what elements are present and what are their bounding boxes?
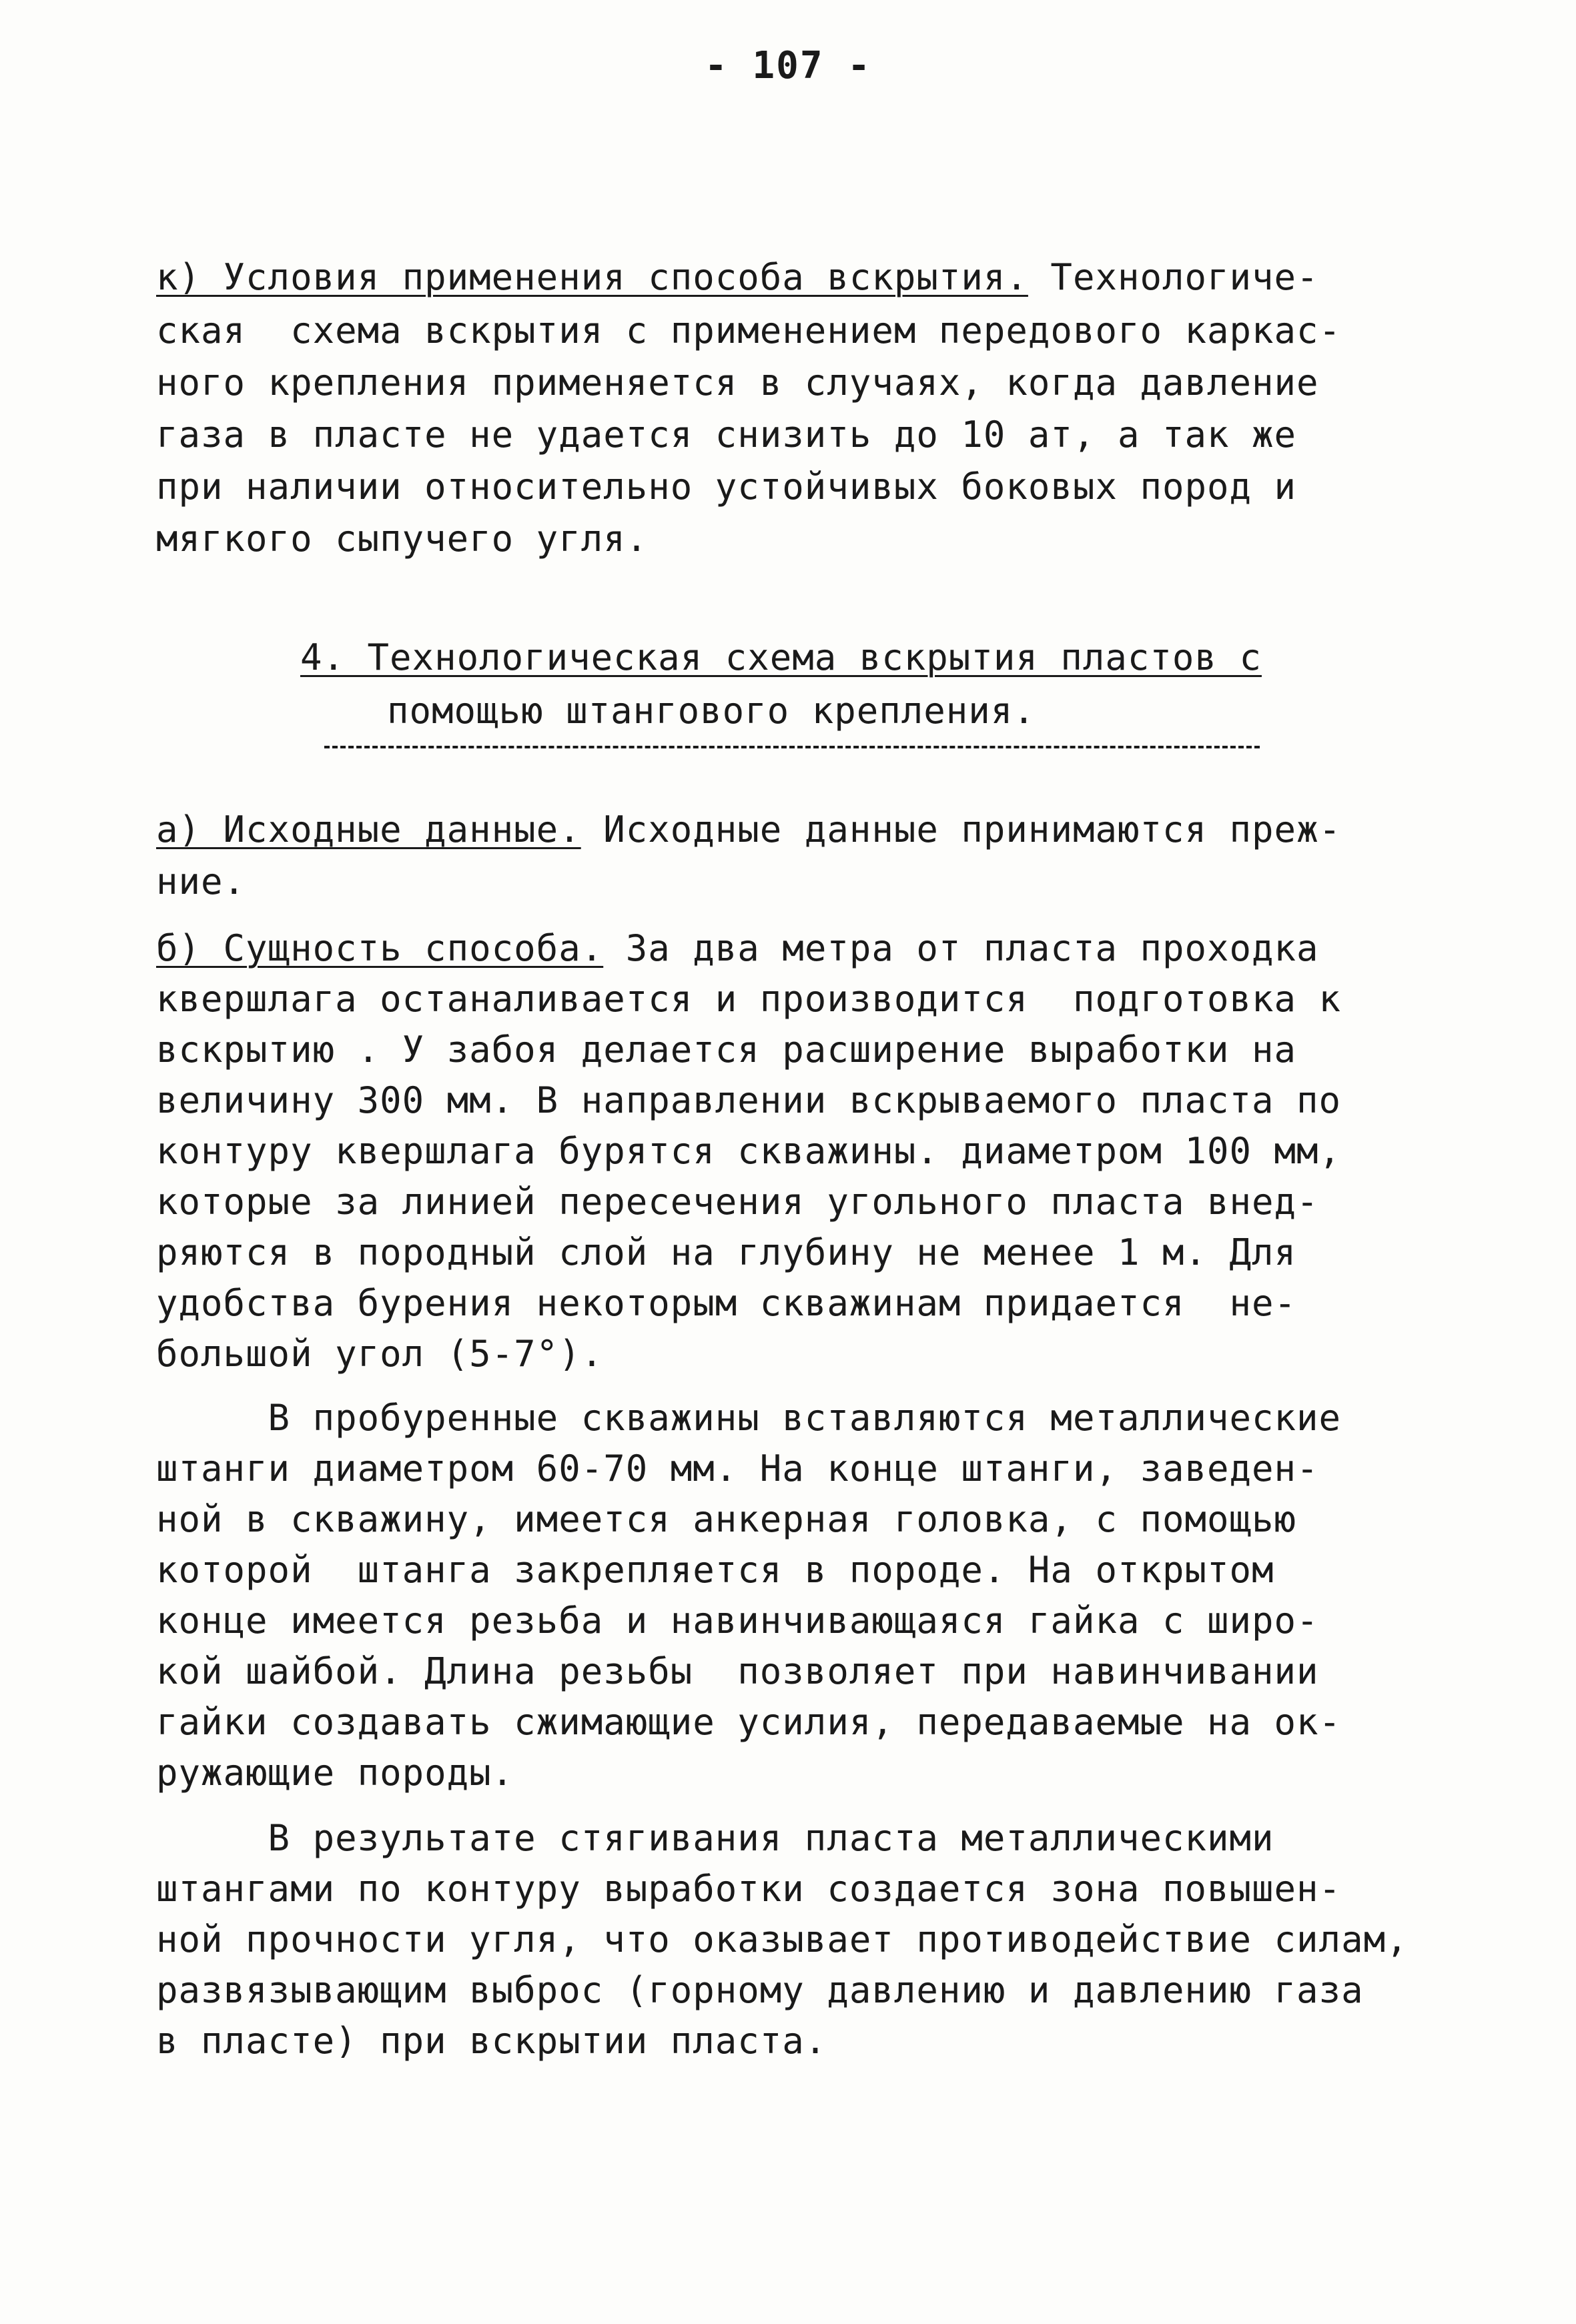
section-k-line-0: Технологиче-: [1028, 256, 1319, 298]
paragraph-3-line-2: ной прочности угля, что оказывает противодействие силам,: [156, 1918, 1409, 1960]
paragraph-3-line-4: в пласте) при вскрытии пласта.: [156, 2020, 827, 2062]
paragraph-3-line-3: развязывающим выброс (горному давлению и давлению газа: [156, 1969, 1364, 2011]
section-b-line-2: величину 300 мм. В направлении вскрываемого пласта по: [156, 1079, 1342, 1121]
section-b-line-1-rest: За два метра от пласта проходка: [603, 927, 1319, 969]
section-b-first-line: [156, 925, 1319, 973]
paragraph-2-line-3: которой штанга закрепляется в породе. На открытом: [156, 1549, 1274, 1591]
page-number: - 107 -: [704, 44, 871, 87]
section-b-line-6: удобства бурения некоторым скважинам придается не-: [156, 1282, 1297, 1324]
section-k-line-3: газа в пласте не удается снизить до 10 ат, а так же: [156, 414, 1297, 456]
paragraph-2-line-1: штанги диаметром 60-70 мм. На конце штанги, заведен-: [156, 1447, 1319, 1490]
section-b-line-5: ряются в породный слой на глубину не менее 1 м. Для: [156, 1231, 1297, 1273]
section-k-line-1: ская схема вскрытия с применением передового каркас-: [156, 310, 1342, 352]
paragraph-3-line-0: В результате стягивания пласта металлическими: [156, 1817, 1274, 1859]
section-b-line-7: большой угол (5-7°).: [156, 1333, 604, 1375]
section-heading-line-1: 4. Технологическая схема вскрытия пластов с: [300, 636, 1262, 678]
paragraph-2-line-6: гайки создавать сжимающие усилия, передаваемые на ок-: [156, 1701, 1342, 1743]
section-b-line-0: квершлага останаливается и производится подготовка к: [156, 978, 1342, 1020]
section-a-line-2: ние.: [156, 860, 246, 903]
section-a-first-line: [156, 806, 1341, 854]
section-k-line-4: при наличии относительно устойчивых боковых пород и: [156, 466, 1297, 508]
paragraph-2-line-0: В пробуренные скважины вставляются металлические: [156, 1397, 1342, 1439]
paragraph-2-line-2: ной в скважину, имеется анкерная головка, с помощью: [156, 1498, 1297, 1540]
section-b-title: б) Сущность способа.: [156, 927, 604, 969]
section-k-line-5: мягкого сыпучего угля.: [156, 518, 649, 560]
section-k-line-2: ного крепления применяется в случаях, когда давление: [156, 362, 1319, 404]
section-a-title: а) Исходные данные.: [156, 808, 581, 850]
section-a-line-1-rest: Исходные данные принимаются преж-: [580, 808, 1342, 850]
section-k-title: к) Условия применения способа вскрытия.: [156, 256, 1028, 298]
heading-underline-rule: [324, 746, 1260, 748]
section-k-first-line: [156, 253, 1319, 302]
paragraph-2-line-4: конце имеется резьба и навинчивающаяся гайка с широ-: [156, 1600, 1319, 1642]
section-b-line-4: которые за линией пересечения угольного пласта внед-: [156, 1181, 1319, 1223]
paragraph-3-line-1: штангами по контуру выработки создается зона повышен-: [156, 1868, 1342, 1910]
paragraph-2-line-5: кой шайбой. Длина резьбы позволяет при навинчивании: [156, 1650, 1319, 1692]
section-heading-line-2: помощью штангового крепления.: [387, 690, 1036, 732]
section-b-line-1: вскрытию . У забоя делается расширение выработки на: [156, 1029, 1297, 1071]
section-b-line-3: контуру квершлага бурятся скважины. диаметром 100 мм,: [156, 1130, 1342, 1172]
paragraph-2-line-7: ружающие породы.: [156, 1752, 514, 1794]
